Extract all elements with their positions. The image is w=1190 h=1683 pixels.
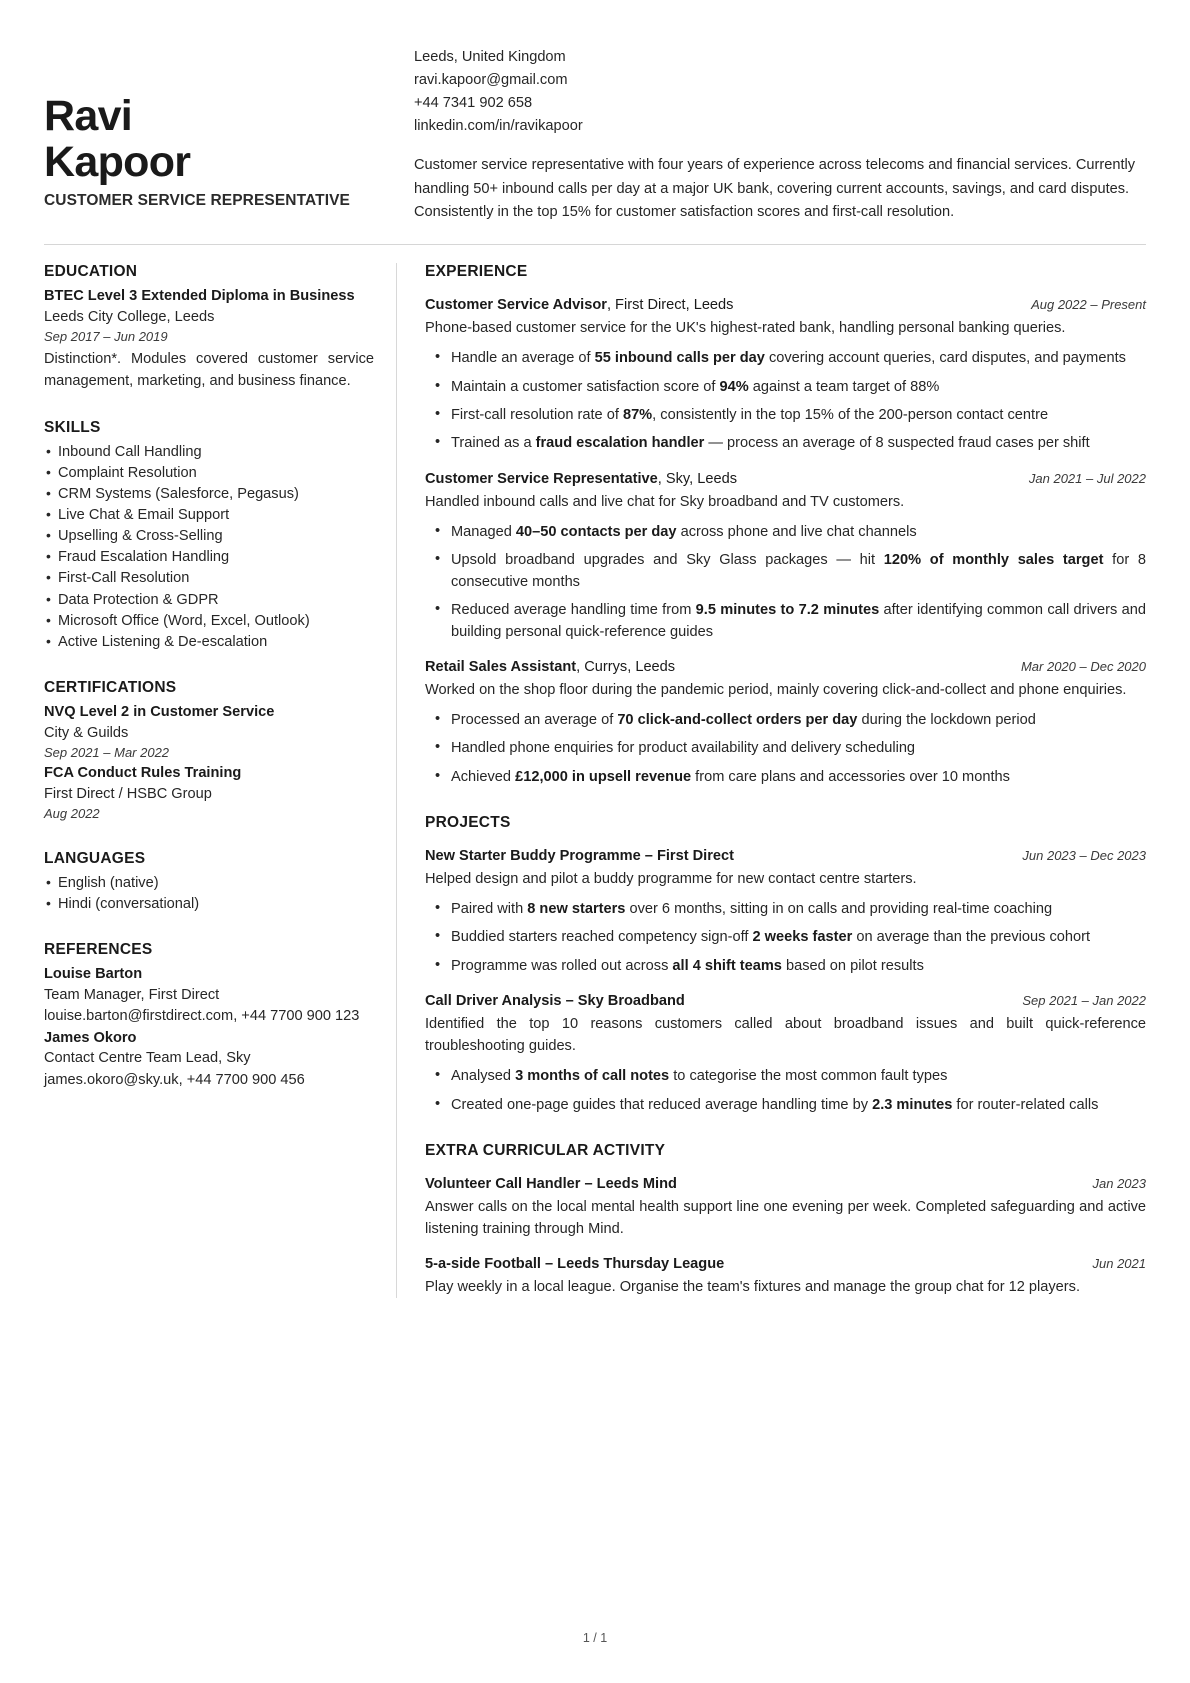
certifications-section bbox=[44, 679, 374, 824]
list-item: • Programme was rolled out across all 4 shift teams based on pilot results bbox=[425, 956, 1146, 977]
certifications-heading: CERTIFICATIONS bbox=[44, 679, 177, 697]
entry-description: Worked on the shop floor during the pandemic period, mainly covering click-and-collect and phone enquiries. bbox=[425, 681, 1127, 698]
list-item: • Fraud Escalation Handling bbox=[44, 547, 374, 568]
entry-bullet-list bbox=[425, 348, 1146, 455]
list-item: • First-call resolution rate of 87%, consistently in the top 15% of the 200-person contact centre bbox=[425, 405, 1146, 426]
list-item: • Upselling & Cross-Selling bbox=[44, 526, 374, 547]
entry-description: Answer calls on the local mental health support line one evening per week. Completed safeguarding and active listening training through Mind. bbox=[425, 1199, 1146, 1238]
references-heading: REFERENCES bbox=[44, 941, 153, 959]
list-item: • Managed 40–50 contacts per day across phone and live chat channels bbox=[425, 522, 1146, 543]
entry-dates: Jun 2021 bbox=[1092, 1256, 1146, 1272]
education-description: Distinction*. Modules covered customer service management, marketing, and business finance. bbox=[44, 351, 374, 390]
education-dates: Sep 2017 – Jun 2019 bbox=[44, 329, 168, 345]
contact-block bbox=[406, 42, 1146, 224]
languages-heading: LANGUAGES bbox=[44, 850, 146, 868]
entry-dates: Jun 2023 – Dec 2023 bbox=[1022, 848, 1146, 864]
entry-company: , Currys, Leeds bbox=[576, 658, 676, 675]
reference-item bbox=[44, 964, 374, 1027]
certification-title: NVQ Level 2 in Customer Service bbox=[44, 704, 275, 721]
education-school: Leeds City College, Leeds bbox=[44, 308, 215, 325]
list-item: • Complaint Resolution bbox=[44, 463, 374, 484]
list-item: • Maintain a customer satisfaction score of 94% against a team target of 88% bbox=[425, 377, 1146, 398]
list-item: • Created one-page guides that reduced average handling time by 2.3 minutes for router-related calls bbox=[425, 1095, 1146, 1116]
entry-header-row bbox=[425, 657, 1146, 678]
entry-header-row bbox=[425, 295, 1146, 316]
entry-description: Play weekly in a local league. Organise the team's fixtures and manage the group chat for 12 players. bbox=[425, 1279, 1081, 1296]
entry-dates: Sep 2021 – Jan 2022 bbox=[1022, 993, 1146, 1009]
projects-heading: PROJECTS bbox=[425, 814, 511, 832]
entry-header-row bbox=[425, 469, 1146, 490]
certification-issuer: First Direct / HSBC Group bbox=[44, 785, 212, 802]
experience-entry bbox=[425, 295, 1146, 455]
experience-entry bbox=[425, 657, 1146, 788]
extra-curricular-section bbox=[425, 1142, 1146, 1298]
name-block bbox=[44, 42, 406, 210]
education-section bbox=[44, 263, 374, 392]
entry-bullet-list bbox=[425, 899, 1146, 977]
entry-description: Helped design and pilot a buddy programme for new contact centre starters. bbox=[425, 870, 917, 887]
certification-item bbox=[44, 763, 374, 824]
contact-location: Leeds, United Kingdom bbox=[414, 49, 566, 65]
entry-dates: Mar 2020 – Dec 2020 bbox=[1020, 658, 1146, 674]
list-item: • Trained as a fraud escalation handler — process an average of 8 suspected fraud cases per shift bbox=[425, 433, 1146, 454]
reference-item bbox=[44, 1028, 374, 1091]
list-item: • English (native) bbox=[44, 873, 374, 894]
list-item: • First-Call Resolution bbox=[44, 568, 374, 589]
page-indicator: 1 / 1 bbox=[582, 1631, 608, 1645]
list-item: • Paired with 8 new starters over 6 months, sitting in on calls and providing real-time coaching bbox=[425, 899, 1146, 920]
reference-contact[interactable]: louise.barton@firstdirect.com, +44 7700 900 123 bbox=[44, 1008, 360, 1025]
certification-issuer: City & Guilds bbox=[44, 724, 129, 741]
reference-contact[interactable]: james.okoro@sky.uk, +44 7700 900 456 bbox=[44, 1071, 305, 1088]
education-heading: EDUCATION bbox=[44, 263, 138, 281]
entry-dates: Jan 2023 bbox=[1092, 1176, 1146, 1192]
contact-email[interactable]: ravi.kapoor@gmail.com bbox=[414, 72, 568, 89]
entry-header-row bbox=[425, 991, 1146, 1012]
list-item: • Microsoft Office (Word, Excel, Outlook) bbox=[44, 611, 374, 632]
certification-title: FCA Conduct Rules Training bbox=[44, 765, 242, 782]
first-name: Ravi bbox=[44, 92, 133, 140]
entry-title: Customer Service Advisor, First Direct, Leeds bbox=[425, 297, 734, 314]
entry-bullet-list bbox=[425, 1066, 1146, 1116]
experience-entry bbox=[425, 469, 1146, 643]
entry-title: Volunteer Call Handler – Leeds Mind bbox=[425, 1176, 677, 1193]
experience-section bbox=[425, 263, 1146, 788]
entry-bullet-list bbox=[425, 522, 1146, 643]
extra-curricular-entry bbox=[425, 1174, 1146, 1240]
reference-name: Louise Barton bbox=[44, 966, 143, 983]
projects-section bbox=[425, 814, 1146, 1116]
list-item: • Processed an average of 70 click-and-collect orders per day during the lockdown period bbox=[425, 710, 1146, 731]
main-column bbox=[396, 263, 1146, 1298]
education-degree: BTEC Level 3 Extended Diploma in Business bbox=[44, 288, 355, 305]
entry-company: , Sky, Leeds bbox=[657, 470, 738, 487]
entry-header-row bbox=[425, 846, 1146, 867]
entry-title: Retail Sales Assistant, Currys, Leeds bbox=[425, 658, 676, 675]
skills-list bbox=[44, 442, 374, 654]
professional-summary: Customer service representative with four years of experience across telecoms and financial services. Currently handling 50+ inbound calls per day at a major UK bank, covering current accounts, savings, and card disputes. Consistently in the top 15% for customer satisfaction scores and first-call resolution. bbox=[414, 157, 1136, 220]
job-title: CUSTOMER SERVICE REPRESENTATIVE bbox=[44, 192, 350, 210]
reference-role: Contact Centre Team Lead, Sky bbox=[44, 1050, 251, 1067]
entry-bullet-list bbox=[425, 710, 1146, 788]
list-item: • Inbound Call Handling bbox=[44, 442, 374, 463]
reference-role: Team Manager, First Direct bbox=[44, 987, 220, 1004]
entry-title: Call Driver Analysis – Sky Broadband bbox=[425, 993, 685, 1010]
resume-body bbox=[44, 245, 1146, 1298]
list-item: • Live Chat & Email Support bbox=[44, 505, 374, 526]
extra-curricular-entry bbox=[425, 1254, 1146, 1298]
list-item: • Achieved £12,000 in upsell revenue from care plans and accessories over 10 months bbox=[425, 767, 1146, 788]
skills-heading: SKILLS bbox=[44, 418, 101, 436]
list-item: • Handled phone enquiries for product availability and delivery scheduling bbox=[425, 738, 1146, 759]
entry-title: Customer Service Representative, Sky, Leeds bbox=[425, 470, 738, 487]
list-item: • Data Protection & GDPR bbox=[44, 590, 374, 611]
languages-list bbox=[44, 873, 374, 915]
references-section bbox=[44, 941, 374, 1091]
certification-dates: Sep 2021 – Mar 2022 bbox=[44, 745, 170, 761]
list-item: • Analysed 3 months of call notes to categorise the most common fault types bbox=[425, 1066, 1146, 1087]
extra-curricular-heading: EXTRA CURRICULAR ACTIVITY bbox=[425, 1142, 666, 1160]
entry-company: , First Direct, Leeds bbox=[606, 297, 734, 314]
entry-dates: Jan 2021 – Jul 2022 bbox=[1028, 470, 1146, 486]
list-item: • Buddied starters reached competency sign-off 2 weeks faster on average than the previous cohort bbox=[425, 927, 1146, 948]
sidebar-column bbox=[44, 263, 396, 1298]
list-item: • Hindi (conversational) bbox=[44, 894, 374, 915]
list-item: • CRM Systems (Salesforce, Pegasus) bbox=[44, 484, 374, 505]
entry-title: New Starter Buddy Programme – First Direct bbox=[425, 848, 734, 865]
list-item: • Active Listening & De-escalation bbox=[44, 632, 374, 653]
resume-header bbox=[44, 42, 1146, 244]
entry-title: 5-a-side Football – Leeds Thursday League bbox=[425, 1256, 725, 1273]
skills-section bbox=[44, 419, 374, 654]
contact-phone[interactable]: +44 7341 902 658 bbox=[414, 95, 533, 112]
experience-heading: EXPERIENCE bbox=[425, 263, 528, 281]
list-item: • Upsold broadband upgrades and Sky Glass packages — hit 120% of monthly sales target for 8 consecutive months bbox=[425, 550, 1146, 593]
certification-item bbox=[44, 702, 374, 763]
entry-description: Identified the top 10 reasons customers called about broadband issues and built quick-reference troubleshooting guides. bbox=[425, 1016, 1146, 1055]
project-entry bbox=[425, 846, 1146, 977]
contact-linkedin[interactable]: linkedin.com/in/ravikapoor bbox=[414, 118, 583, 135]
certification-dates: Aug 2022 bbox=[44, 806, 100, 822]
entry-header-row bbox=[425, 1254, 1146, 1275]
entry-description: Handled inbound calls and live chat for Sky broadband and TV customers. bbox=[425, 493, 905, 510]
entry-description: Phone-based customer service for the UK's highest-rated bank, handling personal banking queries. bbox=[425, 319, 1066, 336]
project-entry bbox=[425, 991, 1146, 1116]
list-item: • Handle an average of 55 inbound calls per day covering account queries, card disputes, and payments bbox=[425, 348, 1146, 369]
list-item: • Reduced average handling time from 9.5 minutes to 7.2 minutes after identifying common call drivers and building personal quick-reference guides bbox=[425, 600, 1146, 643]
languages-section bbox=[44, 850, 374, 915]
entry-dates: Aug 2022 – Present bbox=[1031, 297, 1146, 313]
entry-header-row bbox=[425, 1174, 1146, 1195]
last-name: Kapoor bbox=[44, 137, 191, 186]
reference-name: James Okoro bbox=[44, 1029, 137, 1046]
